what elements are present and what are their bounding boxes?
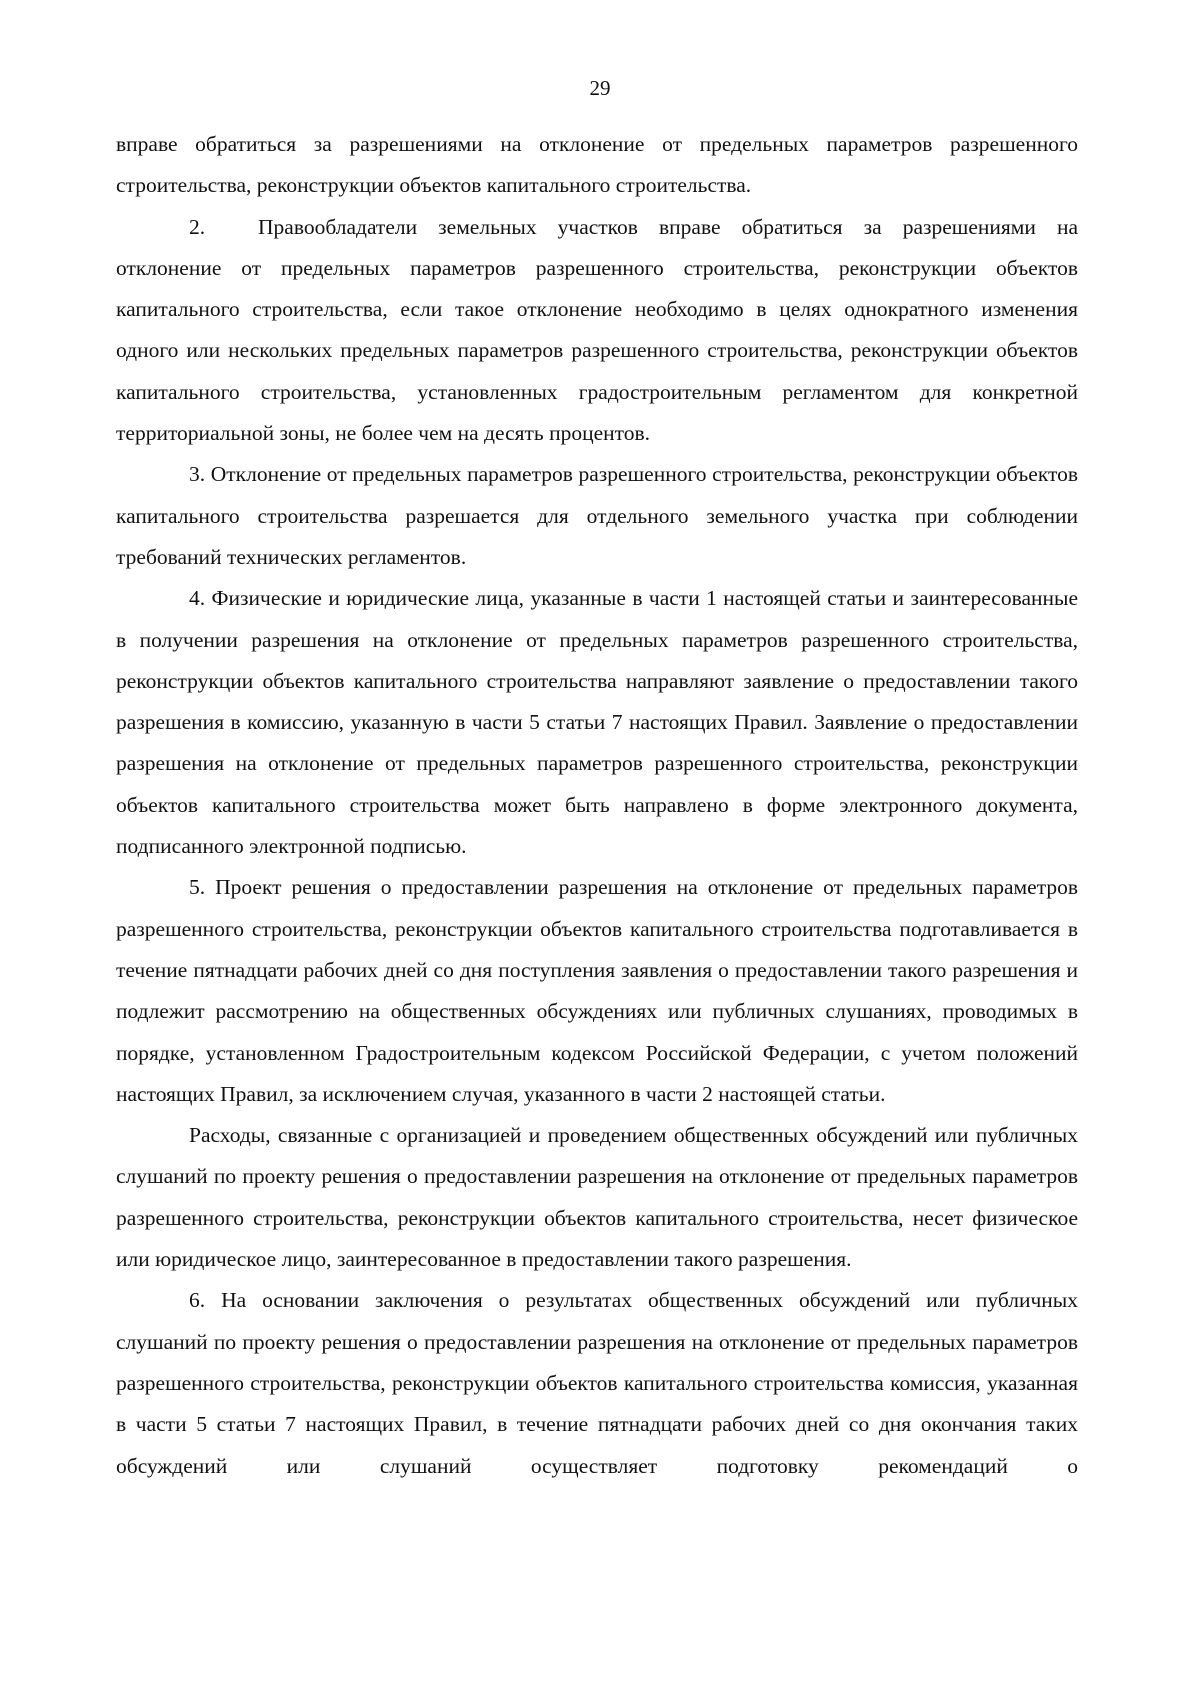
document-body (116, 124, 1078, 1487)
paragraph-item-5: 5. Проект решения о предоставлении разрешения на отклонение от предельных параметров разрешенного строительства, реконструкции объектов капитального строительства подготавливается в течение пятнадцати рабочих дней со дня поступления заявления о предоставлении такого разрешения и подлежит рассмотрению на общественных обсуждениях или публичных слушаниях, проводимых в порядке, установленном Градостроительным кодексом Российской Федерации, с учетом положений настоящих Правил, за исключением случая, указанного в части 2 настоящей статьи. (116, 875, 1078, 1106)
paragraph-item-4: 4. Физические и юридические лица, указанные в части 1 настоящей статьи и заинтересованные в получении разрешения на отклонение от предельных параметров разрешенного строительства, реконструкции объектов капитального строительства направляют заявление о предоставлении такого разрешения в комиссию, указанную в части 5 статьи 7 настоящих Правил. Заявление о предоставлении разрешения на отклонение от предельных параметров разрешенного строительства, реконструкции объектов капитального строительства может быть направлено в форме электронного документа, подписанного электронной подписью. (116, 586, 1078, 859)
paragraph-item-6: 6. На основании заключения о результатах общественных обсуждений или публичных слушаний по проекту решения о предоставлении разрешения на отклонение от предельных параметров разрешенного строительства, реконструкции объектов капитального строительства комиссия, указанная в части 5 статьи 7 настоящих Правил, в течение пятнадцати рабочих дней со дня окончания таких обсуждений или слушаний осуществляет подготовку рекомендаций о (116, 1288, 1078, 1478)
paragraph-expenses: Расходы, связанные с организацией и проведением общественных обсуждений или публичных слушаний по проекту решения о предоставлении разрешения на отклонение от предельных параметров разрешенного строительства, реконструкции объектов капитального строительства, несет физическое или юридическое лицо, заинтересованное в предоставлении такого разрешения. (116, 1123, 1078, 1272)
paragraph-item-3: 3. Отклонение от предельных параметров разрешенного строительства, реконструкции объектов капитального строительства разрешается для отдельного земельного участка при соблюдении требований технических регламентов. (116, 462, 1078, 569)
paragraph-item-2 (116, 207, 1078, 455)
paragraph-text: Правообладатели земельных участков вправе обратиться за разрешениями на отклонение от предельных параметров разрешенного строительства, реконструкции объектов капитального строительства, если такое отклонение необходимо в целях однократного изменения одного или нескольких предельных параметров разрешенного строительства, реконструкции объектов капитального строительства, установленных градостроительным регламентом для конкретной территориальной зоны, не более чем на десять процентов. (116, 214, 1078, 446)
paragraph-continuation: вправе обратиться за разрешениями на отклонение от предельных параметров разрешенного строительства, реконструкции объектов капитального строительства. (116, 132, 1078, 198)
paragraph-number: 2. (189, 214, 206, 239)
page-number: 29 (589, 76, 611, 100)
